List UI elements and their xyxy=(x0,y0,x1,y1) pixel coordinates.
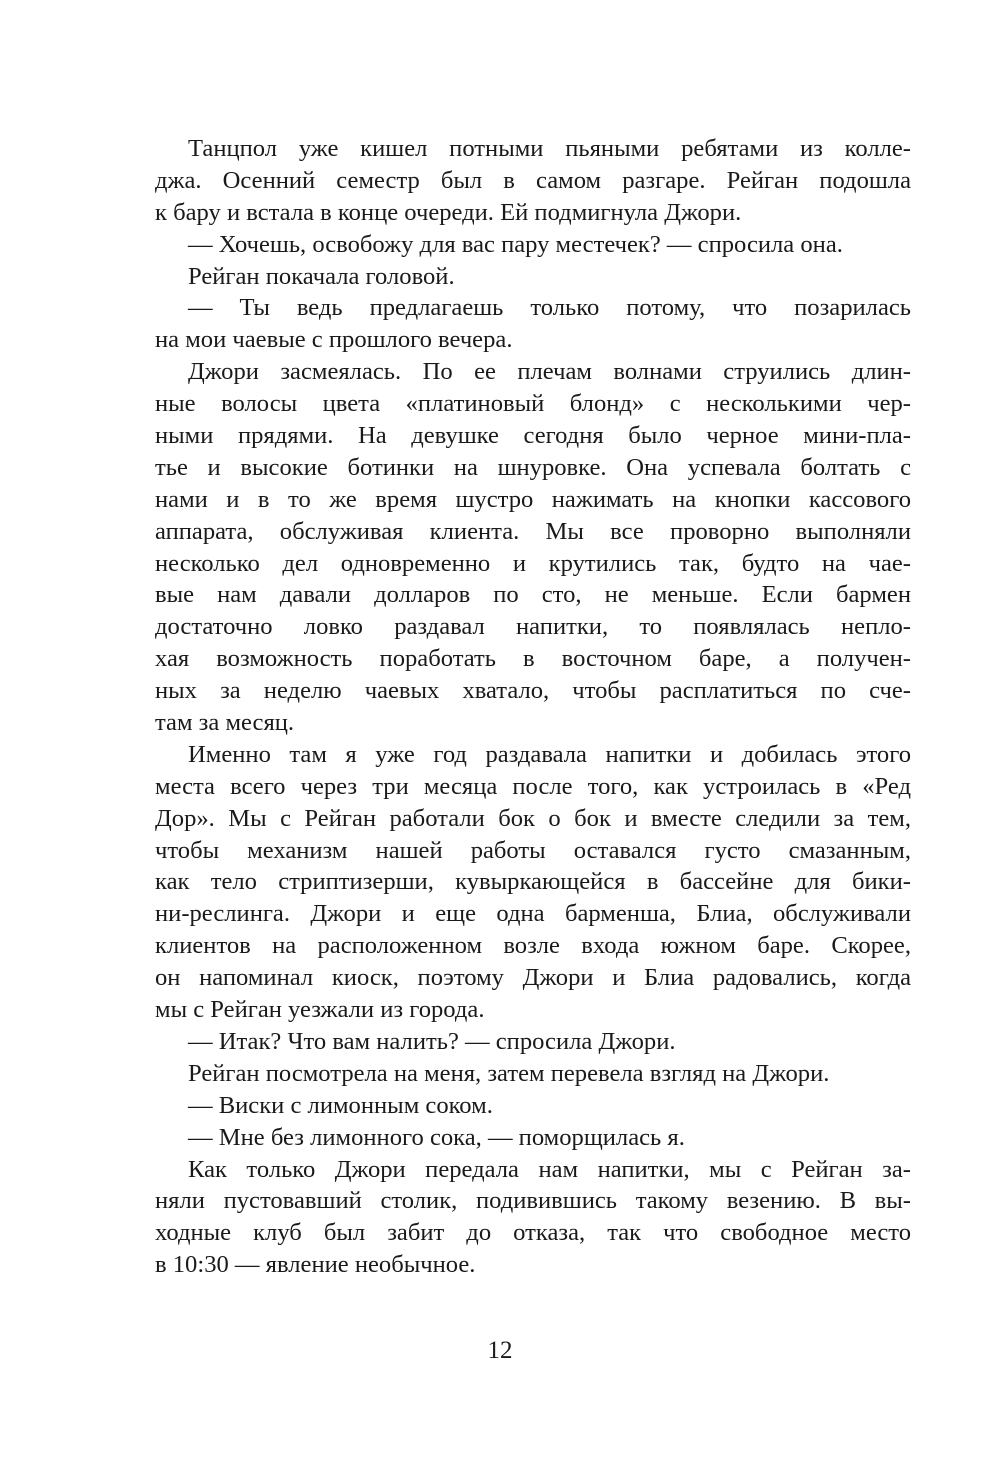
page-number: 12 xyxy=(487,1337,513,1364)
text-line: тье и высокие ботинки на шнуровке. Она успевала болтать с xyxy=(155,453,911,481)
paragraph xyxy=(155,1090,911,1122)
text-line: как тело стриптизерши, кувыркающейся в бассейне для бики- xyxy=(155,868,911,896)
text-line: ные волосы цвета «платиновый блонд» с несколькими чер- xyxy=(155,390,911,418)
text-line: Танцпол уже кишел потными пьяными ребятами из колле- xyxy=(188,135,911,162)
paragraph xyxy=(155,739,911,1026)
text-line: ными прядями. На девушке сегодня было черное мини-пла- xyxy=(155,422,911,450)
text-line: к бару и встала в конце очереди. Ей подмигнула Джори. xyxy=(155,198,742,226)
text-line: хая возможность поработать в восточном баре, а получен- xyxy=(155,645,911,673)
paragraph xyxy=(155,1026,911,1058)
text-line: — Мне без лимонного сока, — поморщилась я. xyxy=(188,1123,685,1151)
text-line: ных за неделю чаевых хватало, чтобы расплатиться по сче- xyxy=(155,677,911,705)
text-line: Как только Джори передала нам напитки, мы с Рейган за- xyxy=(188,1155,911,1183)
text-line: нами и в то же время шустро нажимать на кнопки кассового xyxy=(155,485,911,513)
text-line: — Хочешь, освобожу для вас пару местечек? — спросила она. xyxy=(188,230,843,258)
text-line: достаточно ловко раздавал напитки, то появлялась непло- xyxy=(155,613,911,641)
text-line: Именно там я уже год раздавала напитки и добилась этого xyxy=(188,740,911,768)
text-line: там за месяц. xyxy=(155,709,295,737)
text-line: несколько дел одновременно и крутились так, будто на чае- xyxy=(155,549,911,577)
text-line: ходные клуб был забит до отказа, так что свободное место xyxy=(155,1219,911,1247)
text-line: Рейган покачала головой. xyxy=(188,262,455,290)
text-line: няли пустовавший столик, подивившись такому везению. В вы- xyxy=(155,1187,911,1215)
paragraph xyxy=(155,1122,911,1154)
text-line: аппарата, обслуживая клиента. Мы все проворно выполняли xyxy=(155,517,911,545)
text-line: ни-реслинга. Джори и еще одна барменша, Блиа, обслуживали xyxy=(155,900,911,928)
paragraph xyxy=(155,1058,911,1090)
text-line: джа. Осенний семестр был в самом разгаре. Рейган подошла xyxy=(155,166,911,194)
paragraph xyxy=(155,356,911,739)
text-line: вые нам давали долларов по сто, не меньше. Если бармен xyxy=(155,581,911,609)
text-line: Дор». Мы с Рейган работали бок о бок и вместе следили за тем, xyxy=(155,804,911,832)
text-line: — Итак? Что вам налить? — спросила Джори. xyxy=(188,1027,676,1055)
paragraph xyxy=(155,292,911,356)
paragraph xyxy=(155,229,911,261)
text-line: места всего через три месяца после того, как устроилась в «Ред xyxy=(155,772,911,800)
text-line: он напоминал киоск, поэтому Джори и Блиа радовались, когда xyxy=(155,964,911,992)
paragraph xyxy=(155,133,911,229)
paragraph xyxy=(155,1154,911,1282)
text-line: в 10:30 — явление необычное. xyxy=(155,1251,476,1279)
text-line: мы с Рейган уезжали из города. xyxy=(155,996,485,1024)
text-line: чтобы механизм нашей работы оставался густо смазанным, xyxy=(155,836,911,864)
text-line: — Ты ведь предлагаешь только потому, что позарилась xyxy=(188,294,911,322)
text-line: Рейган посмотрела на меня, затем перевела взгляд на Джори. xyxy=(188,1059,830,1087)
text-line: Джори засмеялась. По ее плечам волнами струились длин- xyxy=(188,358,911,386)
paragraph xyxy=(155,261,911,293)
text-line: на мои чаевые с прошлого вечера. xyxy=(155,326,513,354)
text-line: клиентов на расположенном возле входа южном баре. Скорее, xyxy=(155,932,911,960)
page-body-text xyxy=(155,133,911,1281)
text-line: — Виски с лимонным соком. xyxy=(188,1091,493,1119)
